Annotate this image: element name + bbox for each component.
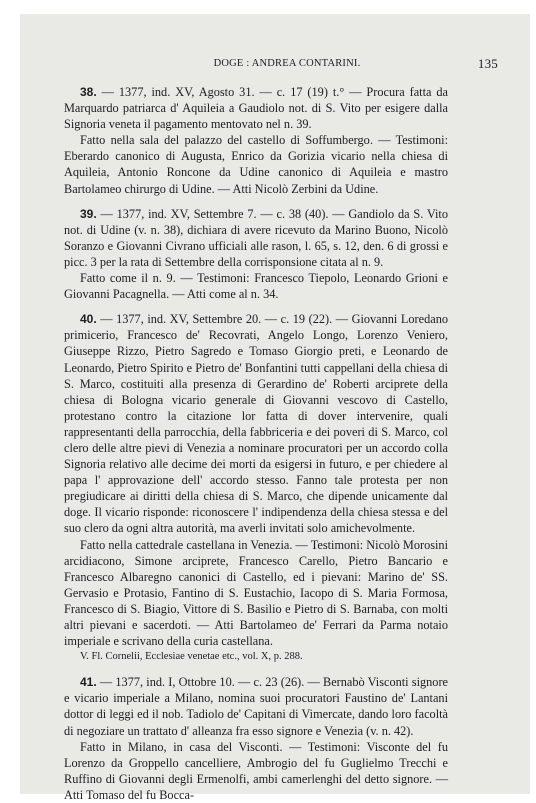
entry-38 xyxy=(64,84,448,197)
entry-paragraph: — 1377, ind. XV, Settembre 20. — c. 19 (22). — Giovanni Loredano primicerio, Francesco de' Recovrati, Angelo Longo, Lorenzo Veniero, Giuseppe Rizzo, Pietro Sagredo e Tomaso Giorgio preti, e Leonardo de Leonardo, Pietro Spirito e Pietro de' Bonfantini tutti cappellani della chiesa di S. Marco, costituiti alla presenza di Gerardino de' Roberti arciprete della chiesa di Bologna vicario generale di Giovanni vescovo di Castello, protestano contro la citazione lor fatta di dover intervenire, quali rappresentanti della parrocchia, della fabbriceria e dei poveri di S. Marco, col clero delle altre pievi di Venezia a nominare procuratori per un accordo colla Signoria relativo alle decime dei morti da esigersi in futuro, e per chiedere al papa l' approvazione dell' accordo stesso. Fanno tale protesta per non pregiudicare ai diritti della chiesa di S. Marco, che dipende unicamente dal doge. Il vicario risponde: riconoscere l' indipendenza della chiesa stessa e del suo clero da ogni altra autorità, ma averli invitati solo amichevolmente. xyxy=(64,312,449,536)
entry-number: 38. xyxy=(80,85,97,99)
document-page xyxy=(20,14,530,802)
entry-paragraph: — 1377, ind. XV, Settembre 7. — c. 38 (40). — Gandiolo da S. Vito not. di Udine (v. n. 38), dichiara di avere ricevuto da Marino Buono, Nicolò Soranzo e Giovanni Civrano ufficiali alle rason, l. 65, s. 12, den. 6 di grossi e picc. 3 per la rata di Settembre della corrisponsione citata al n. 9. xyxy=(64,206,448,269)
bibliographic-reference: V. Fl. Cornelii, Ecclesiae venetae etc., vol. X, p. 288. xyxy=(80,651,303,663)
entry-39 xyxy=(64,206,448,303)
entry-40 xyxy=(64,311,448,665)
entry-paragraph: — 1377, ind. I, Ottobre 10. — c. 23 (26). — Bernabò Visconti signore e vicario imperiale a Milano, nomina suoi procuratori Faustino de' Lantani dottor di leggi ed il nob. Tadiolo de' Capitani di Vimercate, dando loro facoltà di negoziare un trattato d' alleanza fra esso signore e Venezia (v. n. 42). xyxy=(64,675,449,738)
running-title: DOGE : ANDREA CONTARINI. xyxy=(213,58,361,69)
entry-41 xyxy=(64,674,448,803)
entry-paragraph: Fatto in Milano, in casa del Visconti. — Testimoni: Visconte del fu Lorenzo da Groppello cancelliere, Ambrogio del fu Guglielmo Trecchi e Ruffino di Giovanni degli Ermenolfi, ambi camerlenghi del detto signore. — Atti Tomaso del fu Bocca- xyxy=(64,739,448,802)
entry-paragraph: Fatto nella cattedrale castellana in Venezia. — Testimoni: Nicolò Morosini arcidiacono, Simone arciprete, Francesco Carello, Pietro Bancario e Francesco Albaregno canonici di Castello, ed i pievani: Marino de' SS. Gervasio e Protasio, Fantino di S. Eustachio, Iacopo di S. Maria Formosa, Francesco di S. Biagio, Vittore di S. Basilio e Pietro di S. Barnaba, con molti altri pievani e sacerdoti. — Atti Bartolameo de' Ferrari da Parma notaio imperiale e scrivano della curia castellana. xyxy=(64,537,448,649)
entry-paragraph: Fatto nella sala del palazzo del castello di Soffumbergo. — Testimoni: Eberardo canonico di Augusta, Enrico da Gorizia vicario nella chiesa di Aquileia, Antonio Roncone da Udine canonico di Aquileia e mastro Bartolameo chirurgo di Udine. — Atti Nicolò Zerbini da Udine. xyxy=(64,133,448,196)
entry-number: 41. xyxy=(80,675,97,690)
entry-paragraph: Fatto come il n. 9. — Testimoni: Francesco Tiepolo, Leonardo Grioni e Giovanni Pacagnella. — Atti come al n. 34. xyxy=(64,271,448,302)
running-header xyxy=(76,58,498,72)
page-number: 135 xyxy=(477,56,498,71)
page-body xyxy=(64,84,448,803)
entry-paragraph: — 1377, ind. XV, Agosto 31. — c. 17 (19) t.° — Procura fatta da Marquardo patriarca d' Aquileia a Gaudiolo not. di S. Vito per esigere dalla Signoria veneta il pagamento mentovato nel n. 39. xyxy=(64,85,449,132)
entry-number: 39. xyxy=(80,206,97,221)
entry-number: 40. xyxy=(80,312,97,327)
